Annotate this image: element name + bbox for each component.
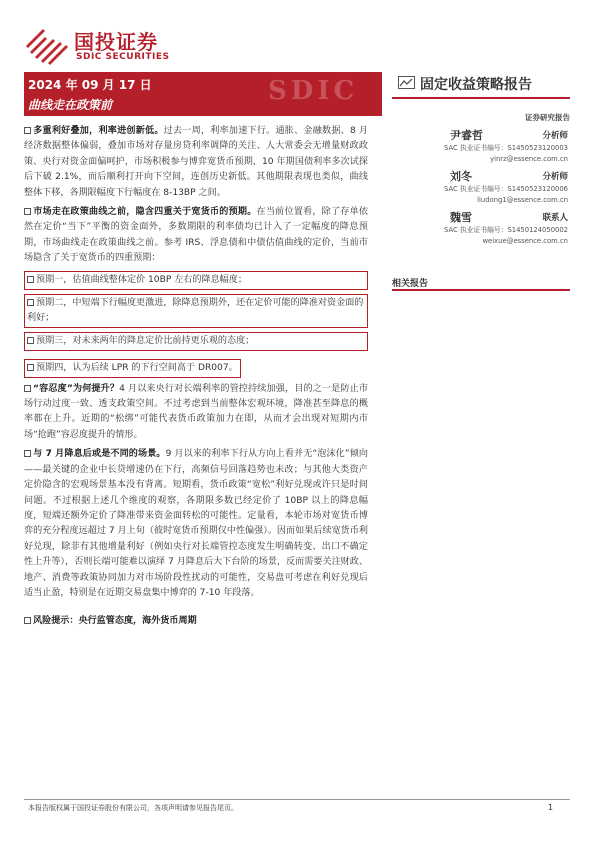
- paragraph-lead: 市场走在政策曲线之前，隐含四重关于宽货币的预期。: [33, 207, 257, 218]
- checkbox-bullet-icon: [27, 276, 34, 283]
- footer-disclaimer: 本报告版权属于国投证券股份有限公司，各项声明请参见报告尾页。: [28, 804, 238, 812]
- report-title: 曲线走在政策前: [28, 98, 113, 112]
- checkbox-bullet-icon: [24, 450, 31, 457]
- footer-divider: [24, 799, 570, 800]
- series-header: [398, 72, 574, 96]
- report-body: [24, 124, 368, 626]
- checkbox-bullet-icon: [24, 617, 31, 624]
- expectation-item-1: [24, 271, 368, 290]
- series-rule: [392, 97, 570, 99]
- analyst-role: 分析师: [542, 131, 568, 141]
- analyst-name: 刘冬: [450, 170, 472, 183]
- analyst-name: 魏雪: [450, 211, 472, 224]
- paragraph-text: 4 月以来央行对长端利率的管控持续加强，目的之一是防止市场行动过度一致、透支政策空间。不过考虑到当前整体宏观环境，降准甚至降息的概率都在上升。近期的“松绑”可能代表货币政策加力在即，从而才会出现对短期内市场“抢跑”容忍度提升的情形。: [24, 383, 368, 440]
- page-number: 1: [548, 803, 554, 812]
- report-date: 2024 年 09 月 17 日: [28, 78, 152, 92]
- expectation-text: 预期二，中短端下行幅度更激进，除降息预期外，还在定价可能的降准对资金面的利好；: [27, 297, 364, 323]
- related-reports-title: 相关报告: [392, 279, 429, 289]
- checkbox-bullet-icon: [24, 127, 31, 134]
- paragraph-1: [24, 124, 368, 201]
- company-logo: [24, 24, 194, 68]
- analyst-card: [392, 209, 570, 247]
- analyst-role: 联系人: [542, 213, 568, 223]
- paragraph-text: 在当前位置看，除了存单依然在定价“当下”平衡的资金面外，多数期限的利率债均已计入了一定幅度的降息预期，市场曲线走在政策曲线之前。参考 IRS、浮息债和中债估值曲线的定价，当前市场隐含了关于宽货币的四重预期：: [24, 207, 368, 264]
- analyst-email[interactable]: liudong1@essence.com.cn: [477, 196, 568, 204]
- paragraph-text: 过去一周，利率加速下行。通胀、金融数据、8 月经济数据整体偏弱，叠加市场对存量房贷利率调降的关注、人大常委会无增量财政政策、央行对资金面偏呵护，市场积极参与博弈宽货币预期，10 年期国债利率多次试探后下破 2.1%，而后顺利打开向下空间，连创历史新低。其他期限表现也类似，曲线整体下移，各期限幅度下行幅度在 8-13BP 之间。: [24, 126, 368, 198]
- checkbox-bullet-icon: [24, 208, 31, 215]
- checkbox-bullet-icon: [27, 337, 34, 344]
- logo-chinese-name: 国投证券: [74, 30, 158, 54]
- expectation-item-3: [24, 332, 368, 351]
- banner-watermark: SDIC: [268, 76, 359, 106]
- paragraph-lead: “容忍度”为何提升？: [33, 383, 120, 394]
- paragraph-text: 9 月以来的利率下行从方向上看并无“泡沫化”倾向——最关键的企业中长贷增速仍在下行，高频信号回落趋势也未改；与其他大类资产定价隐含的宏观场景基本没有背离。短期看，货币政策“宽松”利好兑现或许只是时间问题。不过根据上述几个维度的观察，各期限多数已经定价了 10BP 以上的降息幅度，短端还额外定价了降准带来资金面转松的可能性。定量看，本轮市场对宽货币博弈的充分程度远超过 7 月上旬（彼时宽货币预期仅中性偏强）。因而如果后续宽货币利好兑现，除非有其他增量利好（例如央行对长端管控态度发生明确转变、出口不确定性上升等），否则长端可能难以演绎 7 月降息后大下台阶的场景，反而需要关注财政、地产、消费等政策协同加力对市场阶段性扰动的可能性，交易盘可考虑在利好兑现后适当止盈，特别是在近期交易盘集中博弈的 7-10 年段落。: [24, 449, 368, 598]
- series-title: 固定收益策略报告: [420, 77, 532, 93]
- paragraph-3: [24, 382, 368, 444]
- paragraph-2: [24, 205, 368, 267]
- analyst-role: 分析师: [542, 172, 568, 182]
- logo-english-name: SDIC SECURITIES: [76, 52, 170, 62]
- analyst-cert: SAC 执业证书编号：S1450523120006: [444, 185, 568, 193]
- checkbox-bullet-icon: [27, 364, 34, 371]
- risk-text: 风险提示：央行监管态度，海外货币周期: [33, 616, 197, 627]
- expectation-text: 预期四，认为后续 LPR 的下行空间高于 DR007。: [36, 362, 238, 373]
- expectation-text: 预期一，估值曲线整体定价 10BP 左右的降息幅度；: [36, 274, 247, 285]
- chart-icon: [398, 76, 415, 89]
- research-label: 证券研究报告: [525, 113, 570, 122]
- expectation-text: 预期三，对未来两年的降息定价比前持更乐观的态度；: [36, 335, 255, 346]
- analyst-card: [392, 127, 570, 165]
- checkbox-bullet-icon: [27, 299, 34, 306]
- report-banner: [24, 72, 382, 116]
- checkbox-bullet-icon: [24, 385, 31, 392]
- analyst-email[interactable]: yinrz@essence.com.cn: [490, 155, 568, 163]
- analyst-sidebar: [392, 112, 570, 250]
- expectation-item-4: [24, 359, 241, 378]
- analyst-email[interactable]: weixue@essence.com.cn: [482, 237, 568, 245]
- related-reports-rule: [392, 289, 570, 291]
- analyst-card: [392, 168, 570, 206]
- paragraph-4: [24, 447, 368, 601]
- analyst-name: 尹睿哲: [450, 129, 483, 142]
- analyst-cert: SAC 执业证书编号：S1450523120003: [444, 144, 568, 152]
- logo-mark-icon: [24, 24, 70, 66]
- paragraph-lead: 多重利好叠加，利率进创新低。: [33, 126, 164, 136]
- risk-warning: [24, 613, 368, 626]
- paragraph-lead: 与 7 月降息后或是不同的场景。: [33, 449, 166, 460]
- analyst-cert: SAC 执业证书编号：S1450124050002: [444, 226, 568, 234]
- expectation-item-2: [24, 294, 368, 328]
